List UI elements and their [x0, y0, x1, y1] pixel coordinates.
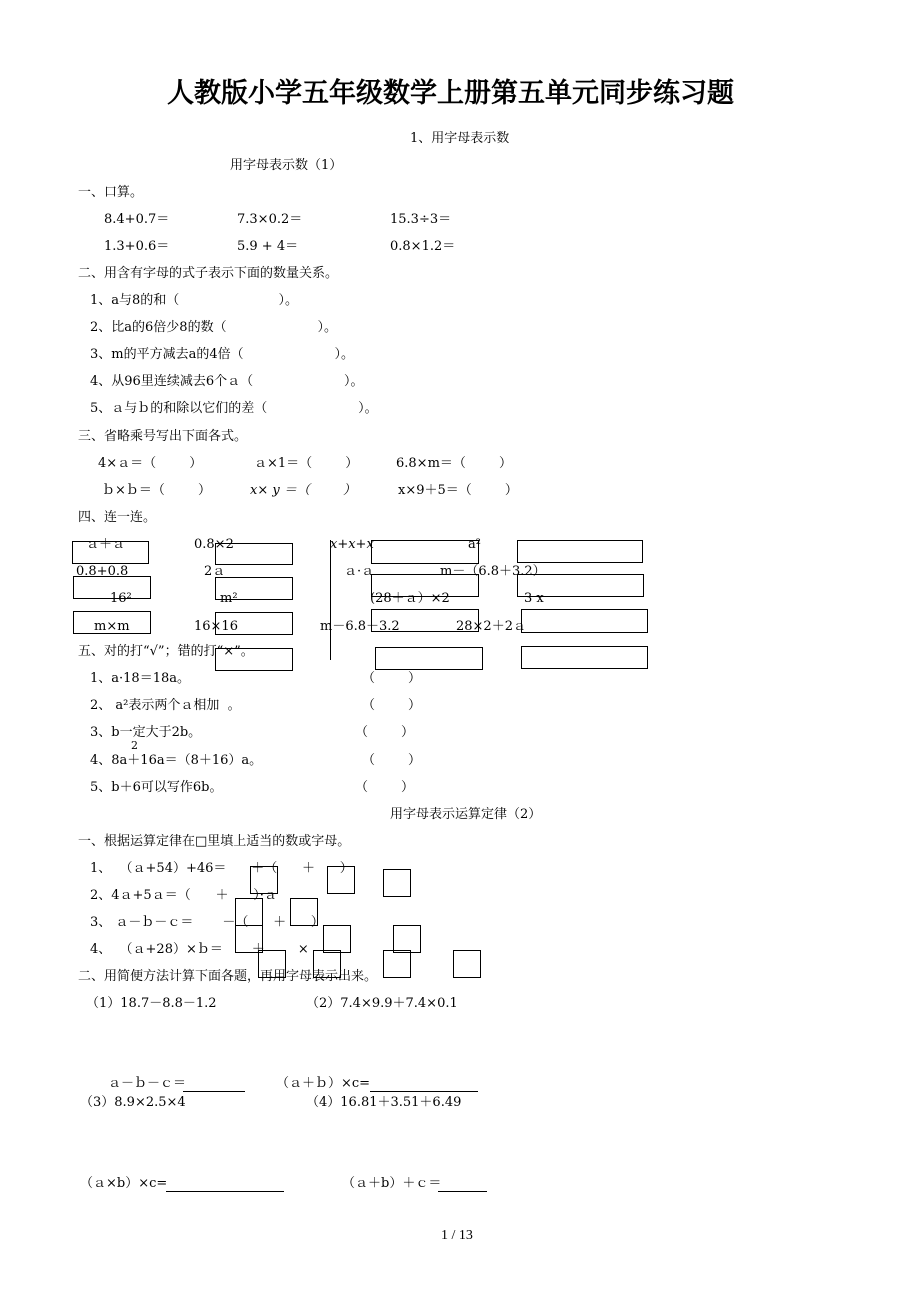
match-item: 3 x [524, 591, 544, 606]
match-item: x+x+x [330, 537, 374, 552]
q7-problem: （3）8.9×2.5×4 [80, 1095, 186, 1110]
q5-item: 5、b＋6可以写作6b。 [90, 780, 223, 795]
q5-answer-paren: （ ） [355, 725, 415, 740]
q7-answer-blank[interactable] [183, 1078, 245, 1092]
match-item: 0.8+0.8 [76, 564, 129, 579]
fill-box[interactable] [393, 925, 421, 953]
q7-answer-blank[interactable] [370, 1078, 478, 1092]
match-item: ａ＋ａ [86, 537, 126, 552]
match-box [371, 537, 481, 564]
q6-heading: 一、根据运算定律在□里填上适当的数或字母。 [78, 834, 351, 849]
fill-box[interactable] [383, 869, 411, 897]
q3-item: x×9＋5＝（ ） [398, 483, 518, 498]
q3-item: x× y ＝（ ） [250, 483, 356, 498]
match-item: m－6.8－3.2 [320, 619, 400, 634]
match-item: m² [220, 591, 238, 606]
q3-item: ｂ×ｂ＝（ ） [102, 483, 211, 498]
match-box [215, 543, 293, 565]
q5-stray-mark: 2 [131, 739, 138, 752]
q2-heading: 二、用含有字母的式子表示下面的数量关系。 [78, 266, 339, 281]
q3-item: 4×ａ＝（ ） [98, 456, 203, 471]
q3-item: ａ×1＝（ ） [254, 456, 359, 471]
q7-formula: （ａ×b）×c= [80, 1176, 168, 1191]
q5-item: 3、b一定大于2b。 [90, 725, 202, 740]
match-box [73, 611, 151, 634]
divider-line [330, 540, 331, 660]
fill-box[interactable] [290, 898, 318, 926]
match-item: 16² [110, 591, 132, 606]
match-box [72, 541, 149, 564]
q7-problem: （4）16.81＋3.51＋6.49 [306, 1095, 462, 1110]
match-box [521, 646, 648, 669]
q1-item: 7.3×0.2＝ [237, 212, 303, 227]
q5-item: 2、 a²表示两个ａ相加 。 [90, 698, 241, 713]
q1-item: 0.8×1.2＝ [390, 239, 456, 254]
match-box [73, 576, 151, 599]
match-box [375, 647, 483, 670]
q3-item: 6.8×m＝（ ） [396, 456, 512, 471]
match-item: 0.8×2 [194, 537, 234, 552]
page-number: 1 / 13 [441, 1228, 473, 1243]
q2-item: 4、从96里连续减去6个ａ（ ）。 [90, 374, 364, 389]
q5-item: 4、8a＋16a＝（8＋16）a。 [90, 753, 263, 768]
q5-answer-paren: （ ） [362, 753, 422, 768]
match-box [521, 609, 648, 633]
q5-answer-paren: （ ） [362, 698, 422, 713]
match-box [371, 574, 479, 597]
q7-heading: 二、用简便方法计算下面各题，再用字母表示出来。 [78, 969, 378, 984]
fill-box[interactable] [453, 950, 481, 978]
match-box [215, 577, 293, 600]
lesson-heading-2: 用字母表示运算定律（2） [390, 807, 542, 822]
q5-answer-paren: （ ） [355, 780, 415, 795]
page-title: 人教版小学五年级数学上册第五单元同步练习题 [167, 78, 734, 109]
q7-problem: （2）7.4×9.9＋7.4×0.1 [306, 996, 458, 1011]
q5-answer-paren: （ ） [362, 671, 422, 686]
q6-item: 1、 （ａ+54）+46＝ ＋（ ＋ ） [90, 861, 353, 876]
q6-item: 4、 （ａ+28）×ｂ＝ ＋ × [90, 942, 309, 957]
fill-box[interactable] [327, 866, 355, 894]
fill-box[interactable] [235, 898, 263, 926]
lesson-heading-1: 用字母表示数（1） [230, 158, 343, 173]
q1-item: 15.3÷3＝ [390, 212, 452, 227]
q7-formula: ａ－ｂ－ｃ＝ [108, 1076, 187, 1091]
match-item: 2ａ [204, 564, 226, 579]
q7-answer-blank[interactable] [438, 1178, 487, 1192]
match-item: a² [468, 537, 481, 552]
q7-answer-blank[interactable] [166, 1178, 284, 1192]
q1-item: 1.3+0.6＝ [104, 239, 170, 254]
match-item: ａ·ａ [344, 564, 375, 579]
q1-heading: 一、口算。 [78, 185, 144, 200]
section-heading: 1、用字母表示数 [410, 131, 510, 146]
match-box [371, 609, 479, 632]
q7-formula: （ａ＋ｂ）×c= [276, 1076, 371, 1091]
match-item: m×m [94, 619, 130, 634]
match-box [517, 574, 644, 597]
q2-item: 5、ａ与ｂ的和除以它们的差（ ）。 [90, 401, 378, 416]
q2-item: 1、a与8的和（ ）。 [90, 293, 298, 308]
q2-item: 3、m的平方减去a的4倍（ ）。 [90, 347, 355, 362]
match-item: m－（6.8＋3.2） [440, 564, 546, 579]
fill-box[interactable] [250, 866, 278, 894]
q7-problem: （1）18.7－8.8－1.2 [86, 996, 217, 1011]
match-item: 28×2＋2ａ [456, 619, 526, 634]
q6-item: 2、4ａ+5ａ＝（ ＋ ）·ａ [90, 888, 277, 903]
q3-heading: 三、省略乘号写出下面各式。 [78, 429, 248, 444]
q5-heading: 五、对的打“√”；错的打“×”。 [78, 644, 254, 659]
q6-item: 3、 ａ－ｂ－ｃ＝ －（ ＋ ） [90, 915, 324, 930]
match-item: (28＋ａ）×2 [370, 591, 450, 606]
fill-box[interactable] [235, 925, 263, 953]
match-box [215, 612, 293, 635]
q2-item: 2、比a的6倍少8的数（ ）。 [90, 320, 337, 335]
q1-item: 5.9 + 4＝ [237, 239, 299, 254]
fill-box[interactable] [323, 925, 351, 953]
q5-item: 1、a·18＝18a。 [90, 671, 190, 686]
q7-formula: （ａ＋b）＋ｃ＝ [342, 1176, 442, 1191]
match-box [517, 540, 643, 563]
q1-item: 8.4+0.7＝ [104, 212, 170, 227]
fill-box[interactable] [383, 950, 411, 978]
match-item: 16×16 [194, 619, 238, 634]
q4-heading: 四、连一连。 [78, 510, 157, 525]
